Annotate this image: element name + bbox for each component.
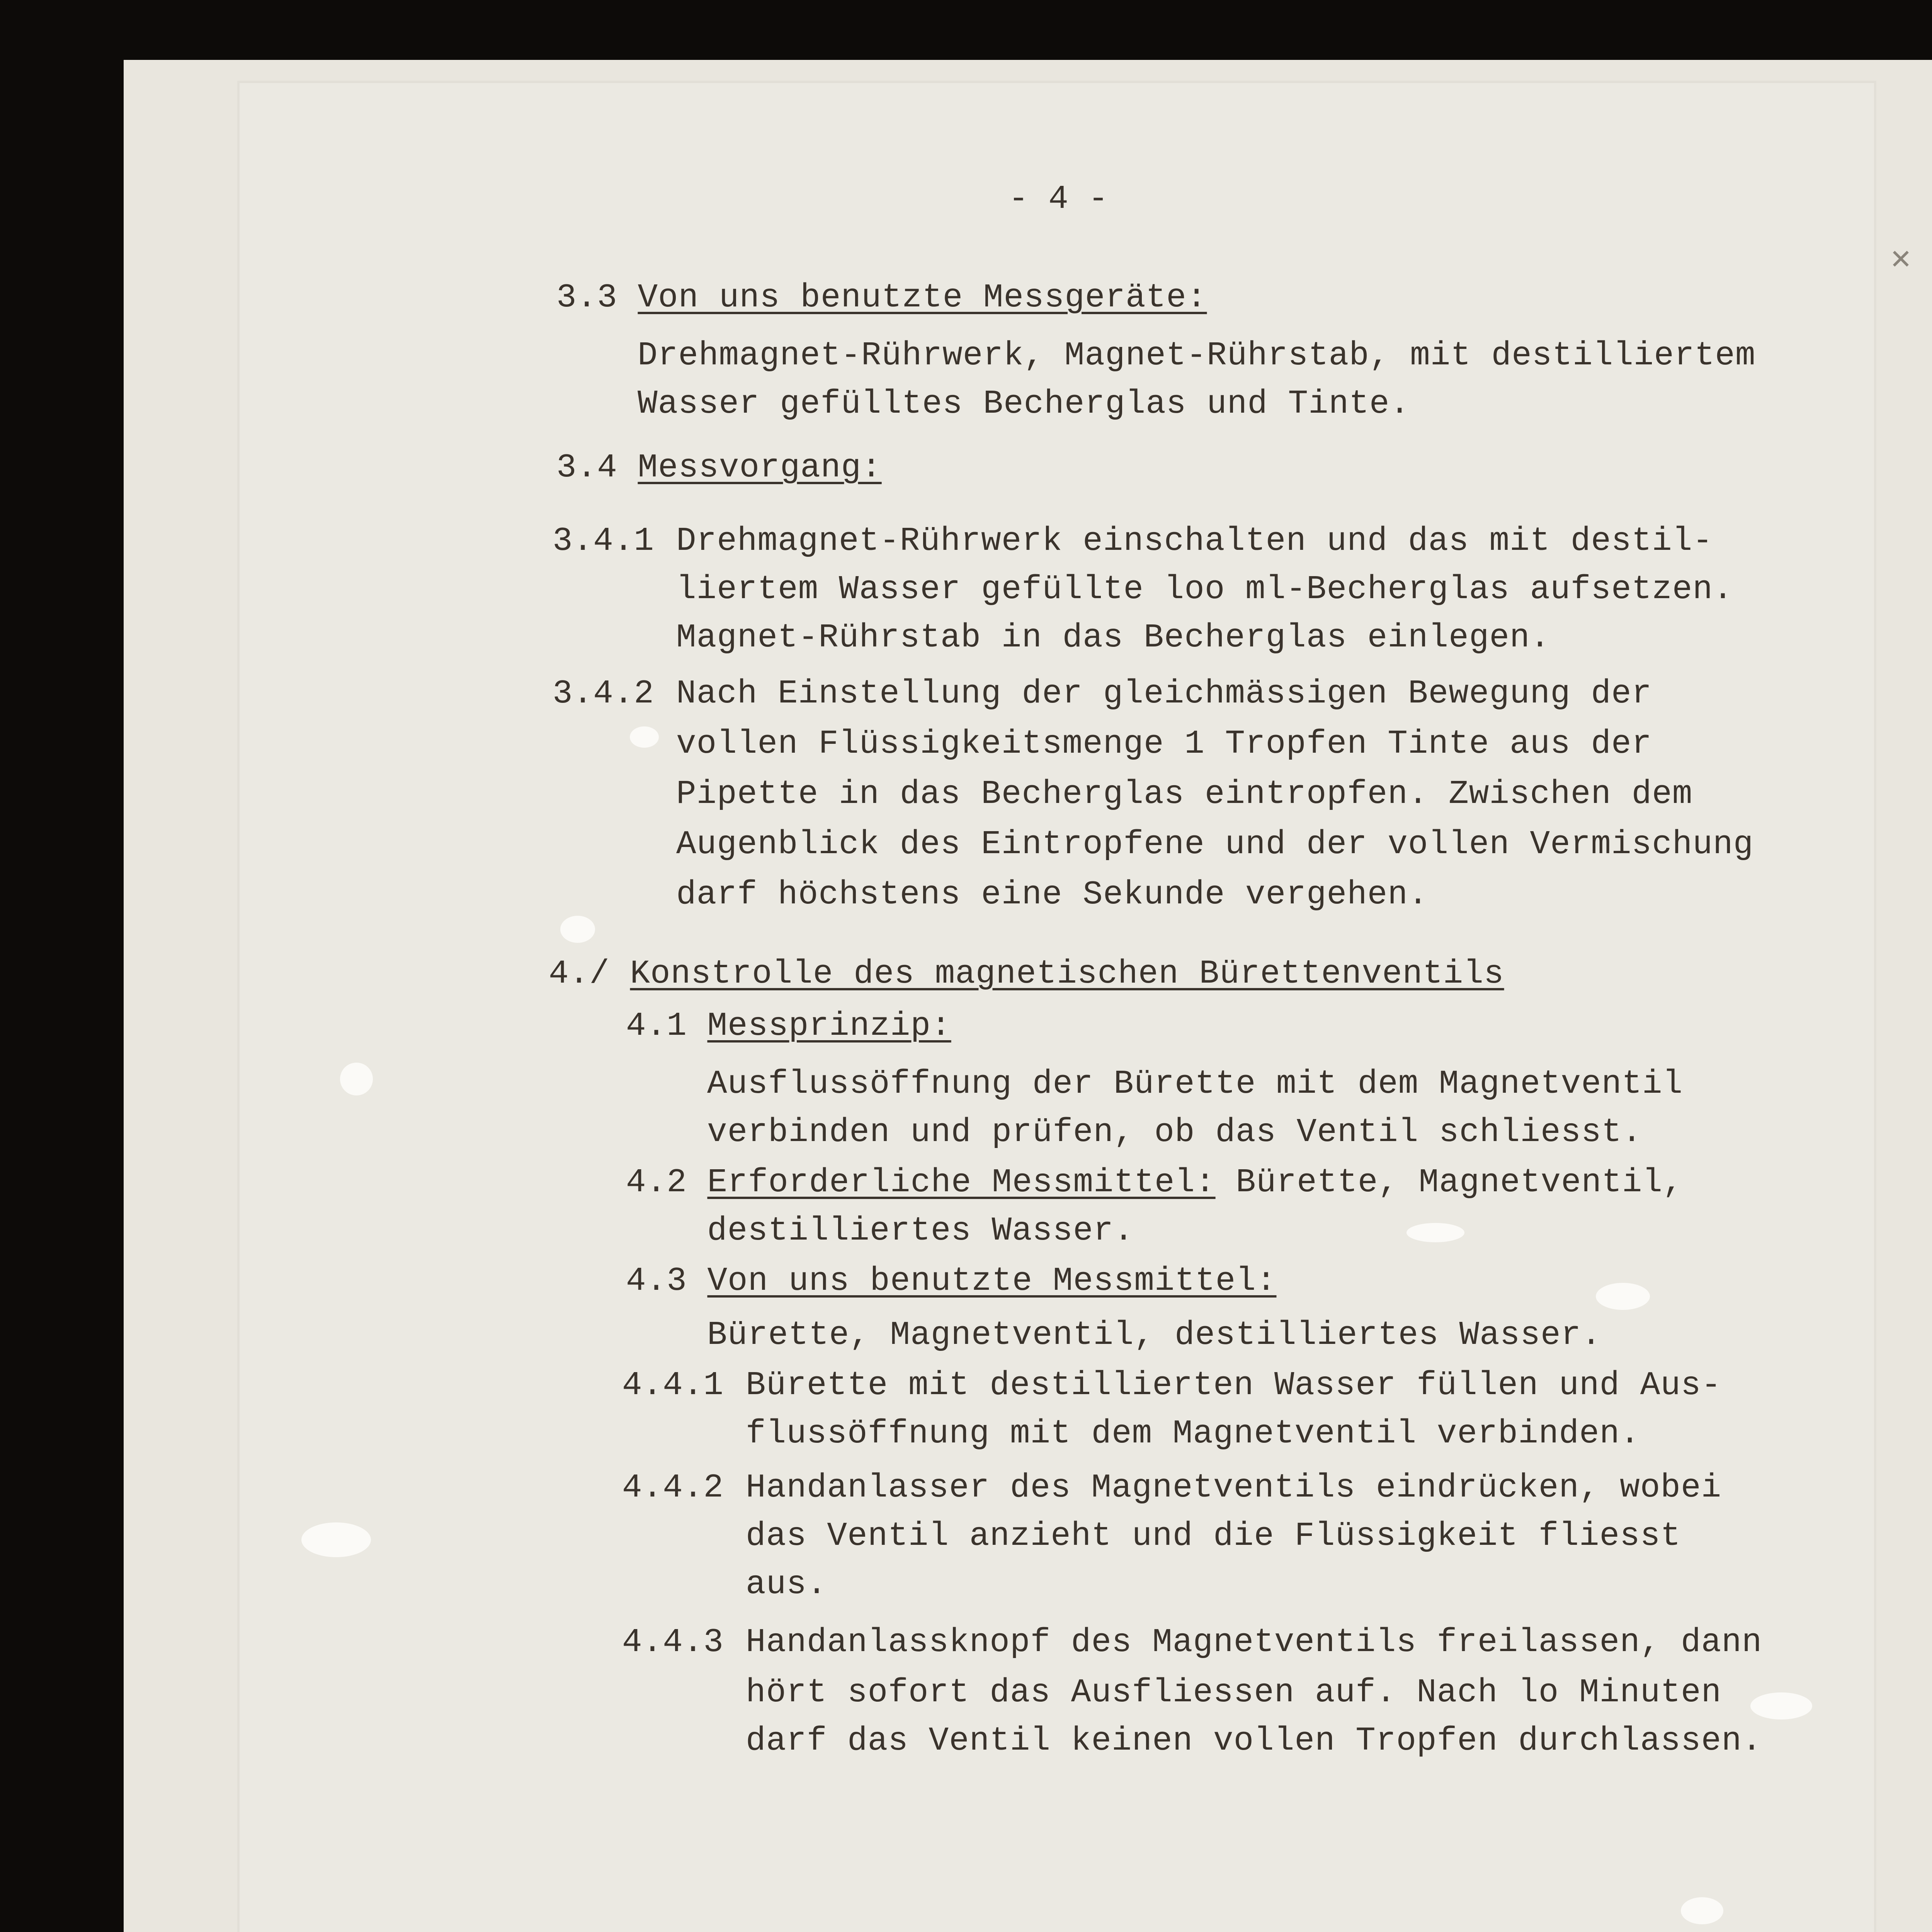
body-line: Magnet-Rührstab in das Becherglas einlegen. [676,619,1551,656]
section-number: 4.2 [626,1163,687,1201]
body-line: darf das Ventil keinen vollen Tropfen durchlassen. [746,1722,1762,1760]
section-title: Erforderliche Messmittel: [707,1163,1216,1201]
section-3-4-heading [556,444,882,491]
body-line: Ausflussöffnung der Bürette mit dem Magnetventil [707,1065,1683,1103]
body-line: flussöffnung mit dem Magnetventil verbinden. [746,1415,1640,1452]
body-line: Bürette, Magnetventil, destilliertes Wasser. [707,1316,1602,1354]
section-4-3-heading [626,1258,1276,1304]
section-title-continuation: Bürette, Magnetventil, [1215,1163,1683,1201]
section-title: Von uns benutzte Messgeräte: [638,279,1207,316]
registration-mark-icon: ✕ [1889,243,1912,275]
section-number: 4.3 [626,1262,687,1300]
section-title: Messprinzip: [707,1007,951,1045]
body-line: vollen Flüssigkeitsmenge 1 Tropfen Tinte aus der [676,725,1652,763]
section-4-heading [549,951,1504,997]
body-line: liertem Wasser gefüllte loo ml-Becherglas aufsetzen. [676,570,1733,608]
body-line: destilliertes Wasser. [707,1212,1134,1250]
section-number: 3.4 [556,449,617,486]
section-number: 4.4.3 [622,1623,724,1661]
film-blemish [1681,1897,1723,1924]
film-blemish [560,916,595,943]
film-blemish [1750,1692,1812,1719]
section-number: 3.4.1 [553,522,655,560]
body-line: verbinden und prüfen, ob das Ventil schliesst. [707,1113,1642,1151]
body-line: Handanlassknopf des Magnetventils freilassen, dann [746,1623,1762,1661]
film-blemish [340,1063,373,1095]
body-line: Drehmagnet-Rührwerk einschalten und das mit destil- [676,522,1713,560]
body-line: Bürette mit destillierten Wasser füllen und Aus- [746,1366,1722,1404]
section-title: Messvorgang: [638,449,882,486]
section-4-2-heading [626,1159,1683,1206]
section-title: Von uns benutzte Messmittel: [707,1262,1277,1300]
section-title: Konstrolle des magnetischen Bürettenventils [630,955,1504,993]
body-line: Pipette in das Becherglas eintropfen. Zwischen dem [676,775,1693,813]
film-blemish [1406,1223,1464,1242]
body-line: hört sofort das Ausfliessen auf. Nach lo Minuten [746,1673,1722,1711]
section-number: 4.4.2 [622,1469,724,1507]
film-blemish [301,1522,371,1557]
section-4-1-heading [626,1003,951,1049]
section-number: 4./ [549,955,610,993]
body-line: Augenblick des Eintropfene und der vollen Vermischung [676,825,1754,863]
body-line: aus. [746,1565,827,1603]
body-line: Nach Einstellung der gleichmässigen Bewegung der [676,675,1652,713]
body-line: darf höchstens eine Sekunde vergehen. [676,876,1429,913]
section-3-3-heading [556,274,1207,321]
section-number: 4.4.1 [622,1366,724,1404]
section-number: 3.3 [556,279,617,316]
body-line: Handanlasser des Magnetventils eindrücken, wobei [746,1469,1722,1507]
film-blemish [630,726,659,748]
body-line: Wasser gefülltes Becherglas und Tinte. [638,385,1410,423]
body-line: das Ventil anzieht und die Flüssigkeit fliesst [746,1517,1681,1555]
section-number: 4.1 [626,1007,687,1045]
section-number: 3.4.2 [553,675,655,713]
film-blemish [1596,1283,1650,1310]
page-number: - 4 - [1009,180,1109,218]
body-line: Drehmagnet-Rührwerk, Magnet-Rührstab, mit destilliertem [638,337,1756,374]
